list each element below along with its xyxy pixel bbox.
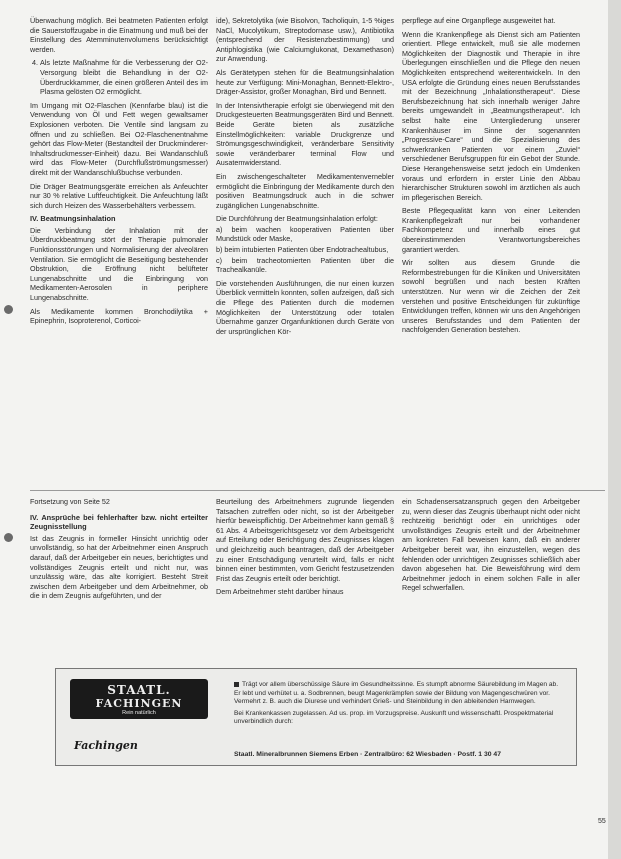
continued-from: Fortsetzung von Seite 52 [30, 497, 110, 506]
ad-body [234, 681, 559, 730]
page-number: 55 [598, 818, 606, 825]
paragraph: Die vorstehenden Ausführungen, die nur einen kurzen Überblick vermitteln konnten, sollen aufzeigen, daß sich die Pflege des Patienten durch die modernen Möglichkeiten der Unterstützung oder totalen Übernahme ganzer Organfunktionen durch Geräte von der ursprünglichen Kör- [216, 278, 394, 336]
section-divider [30, 490, 605, 491]
paragraph: Als Gerätetypen stehen für die Beatmungsinhalation heute zur Verfügung: Mini-Monaghan, Bennett-Elektro-, Dräger-Assistor, großer Monaghan, Bird und Bennett. [216, 67, 394, 97]
paragraph: Überwachung möglich. Bei beatmeten Patienten erfolgt die Sauerstoffzugabe in die Einatmung und muß bei der Einstellung des Atemminutenvolumens berücksichtigt werden. [30, 16, 208, 54]
logo-line-1: STAATL. [107, 682, 171, 697]
paragraph: perpflege auf eine Organpflege ausgeweitet hat. [402, 16, 556, 25]
square-bullet-icon [234, 682, 239, 687]
page-edge [608, 0, 621, 859]
ad-paragraph [234, 710, 559, 727]
paragraph: Die Dräger Beatmungsgeräte erreichen als Anfeuchter nur 30 % relative Luftfeuchtigkeit. Die Anfeuchtung läßt sich durch Heizen des Wasserbehälters verbessern. [30, 181, 208, 210]
numbered-list [30, 58, 208, 96]
section-heading: IV. Ansprüche bei fehlerhafter bzw. nicht erteilter Zeugnisstellung [30, 512, 208, 532]
ad-text-1: Trägt vor allem überschüssige Säure im Gesundheitssinne. Es stumpft abnorme Säurebildung im Magen ab. Er lebt und verhütet u. a. Sodbrennen, beugt Magenkrämpfen sowie der Bildung von Magengeschwüren vor. Vermehrt z. B. auch die Diurese und verhindert Grieß- und Steinbildung in den ableitenden Harnwegen. [234, 681, 559, 706]
bottom-column-2 [216, 497, 394, 657]
ad-text-2: Bei Krankenkassen zugelassen. Ad us. prop. im Vorzugspreise. Auskunft und wissenschaftl. Prospektmaterial unverbindlich durch: [234, 709, 554, 726]
paragraph: Als Medikamente kommen Bronchodilytika + Epinephrin, Isoproterenol, Corticoi- [30, 306, 208, 326]
paragraph: Ein zwischengeschalteter Medikamentenvernebler ermöglicht die Einbringung der Medikamente durch den positiven Beatmungsdruck auch in die schwer zugänglichen Lungenabschnitte. [216, 171, 394, 210]
brand-logo [70, 679, 208, 719]
list-item: 4. Als letzte Maßnahme für die Verbesserung der O2-Versorgung bleibt die Behandlung in der O2-Überdruckkammer, die einen größeren Anteil des im Plasma gelösten O2 ermöglicht. [40, 58, 208, 96]
list-item: b) beim intubierten Patienten über Endotrachealtubus, [216, 245, 389, 255]
logo-line-3: Rein natürlich [122, 709, 156, 716]
list-item: c) beim tracheotomierten Patienten über die Trachealkanüle. [216, 255, 394, 275]
paragraph: Im Umgang mit O2-Flaschen (Kennfarbe blau) ist die Verwendung von Öl und Fett wegen gewaltsamer Explosionen verboten. Die Ventile sind langsam zu öffnen und zu schließen. Bei O2-Flaschenentnahme gehört das Flow-Meter (Bestandteil der Druckminderer-Inhaltsdruckmesser-Einheit) dazu. Bei Wandanschluß wird das Flow-Meter (Durchflußströmungsmesser) direkt mit der Wandanschlußbuchse verbunden. [30, 100, 208, 177]
paragraph: In der Intensivtherapie erfolgt sie überwiegend mit den Druckgesteuerten Beatmungsgeräten Bird und Bennett. Beide Geräte bieten als zusätzliche Einstellmöglichkeiten: variable Druckgrenze und Strömungsgeschwindigkeit, veränderbare Sensitivity sowie veränderbarer terminal Flow und Ausatemwiderstand. [216, 100, 394, 168]
paragraph: Ist das Zeugnis in formeller Hinsicht unrichtig oder unvollständig, so hat der Arbeitnehmer einen Anspruch darauf, daß der Arbeitgeber ein neues, berichtigtes und vollständiges Zeugnis erteilt und nicht nur, was unzulässig wäre, das alte korrigiert. Besteht Streit zwischen dem Arbeitgeber und dem Arbeitnehmer, ob die in dem Zeugnis aufgeführten, und der [30, 533, 208, 601]
brand-wordmark: Fachingen [74, 739, 138, 752]
binder-hole-1 [4, 305, 13, 314]
paragraph: Die Durchführung der Beatmungsinhalation erfolgt: [216, 214, 378, 224]
paragraph: Die Verbindung der Inhalation mit der Überdruckbeatmung stört der Therapie pulmonaler Funktionsstörungen und Normalisierung der alveolären Ventilation. Sie ermöglicht die Beseitigung bestehender Obstruktion, die Eröffnung nicht belüfteter Lungenabschnitte und die Einbringung von Medikamenten-Aerosolen in periphere Lungenabschnitte. [30, 225, 208, 303]
binder-hole-2 [4, 533, 13, 542]
top-column-1 [30, 16, 208, 484]
paragraph: Wenn die Krankenpflege als Dienst sich am Patienten orientiert. Pflege entwickelt, muß sie alle modernen Möglichkeiten der Diagnostik und Therapie in ihre Überlegungen einschließen und die Pflege den neuen Möglichkeiten entsprechend weiterentwickeln. In den USA erfolgte die Gründung eines neuen Berufsstandes mit der Bezeichnung „Inhalationstherapeut“. Diese Berufsbezeichnung hat sich innerhalb weniger Jahre bereits umgewandelt in „Beatmungstherapeut“. Ich selbst halte eine Untergliederung unserer Krankenhäuser im Sinne der sogenannten „Progressive-Care“ und die Spezialisierung des schwerkranken Patienten vor einem „Zuviel“ verschiedener Berufsgruppen für ein Gebot der Stunde. Diese Herangehensweise setzt jedoch ein Umdenken voraus und erfordern in erster Linie den Abbau hierarchischer Strukturen sowohl im ärztlichen als auch im pflegerischen Bereich. [402, 29, 580, 202]
paragraph: ide), Sekretolytika (wie Bisolvon, Tacholiquin, 1-5 %iges NaCl, Mucolytikum, Streptodornase usw.), Antibiotika (entsprechend der Resistenzbestimmung) und Antiphlogistika (wie Calciumglukonat, Dexamethason) zur Anwendung. [216, 16, 394, 64]
section-heading: IV. Beatmungsinhalation [30, 214, 116, 224]
advertisement [55, 668, 577, 766]
top-column-2 [216, 16, 394, 484]
bottom-column-1 [30, 497, 208, 657]
paragraph: Wir sollten aus diesem Grunde die Reformbestrebungen für die Kliniken und Universitäten sowohl begrüßen und nach besten Kräften unterstützen. Nur wenn wir die Zeichen der Zeit verstehen und positive Entscheidungen für zukünftige Entwicklungen treffen, können wir uns den Angehörigen unseres Berufsstandes und dem Patienten der nachfolgenden Generation bestehen. [402, 258, 580, 335]
list-item: a) beim wachen kooperativen Patienten über Mundstück oder Maske, [216, 224, 394, 244]
paragraph: Dem Arbeitnehmer steht darüber hinaus [216, 587, 344, 597]
paragraph: Beste Pflegequalität kann von einer Leitenden Krankenpflegekraft nur bei vorhandener Fachkompetenz und innerhalb eines gut übereinstimmenden Verantwortungsbereiches garantiert werden. [402, 206, 580, 254]
paragraph: ein Schadensersatzanspruch gegen den Arbeitgeber zu, wenn dieser das Zeugnis überhaupt nicht oder nicht rechtzeitig berichtigt oder ein unrichtiges oder unvollständiges Zeugnis erteilt und der Arbeitnehmer am konkreten Fall beweisen kann, daß ein anderer Arbeitgeber bereit war, ihn einzustellen, wegen des fehlenden oder unrichtigen Zeugnisses schließlich aber davon abgesehen hat. Die Beweisführung wird dem Arbeitnehmer jedoch in einem solchen Falle in aller Regel schwerfallen. [402, 497, 580, 593]
ad-footer: Staatl. Mineralbrunnen Siemens Erben · Zentralbüro: 62 Wiesbaden · Postf. 1 30 47 [234, 751, 501, 758]
paragraph: Beurteilung des Arbeitnehmers zugrunde liegenden Tatsachen zutreffen oder nicht, so ist der Arbeitgeber hierfür beweispflichtig. Der Arbeitnehmer kann gemäß § 61 Abs. 4 Arbeitsgerichtsgesetz vor dem Arbeitsgericht auf Erteilung oder Berichtigung des Zeugnisses klagen und gleichzeitig auch beantragen, daß der Arbeitgeber zu einer Entschädigung verurteilt wird, falls er nicht binnen einer bestimmten, vom Gericht festzusetzenden Frist das Zeugnis erteilt oder berichtigt. [216, 497, 394, 583]
ad-paragraph [234, 681, 559, 707]
bottom-column-3 [402, 497, 580, 657]
logo-line-2: FACHINGEN [95, 696, 183, 710]
top-column-3 [402, 16, 580, 484]
